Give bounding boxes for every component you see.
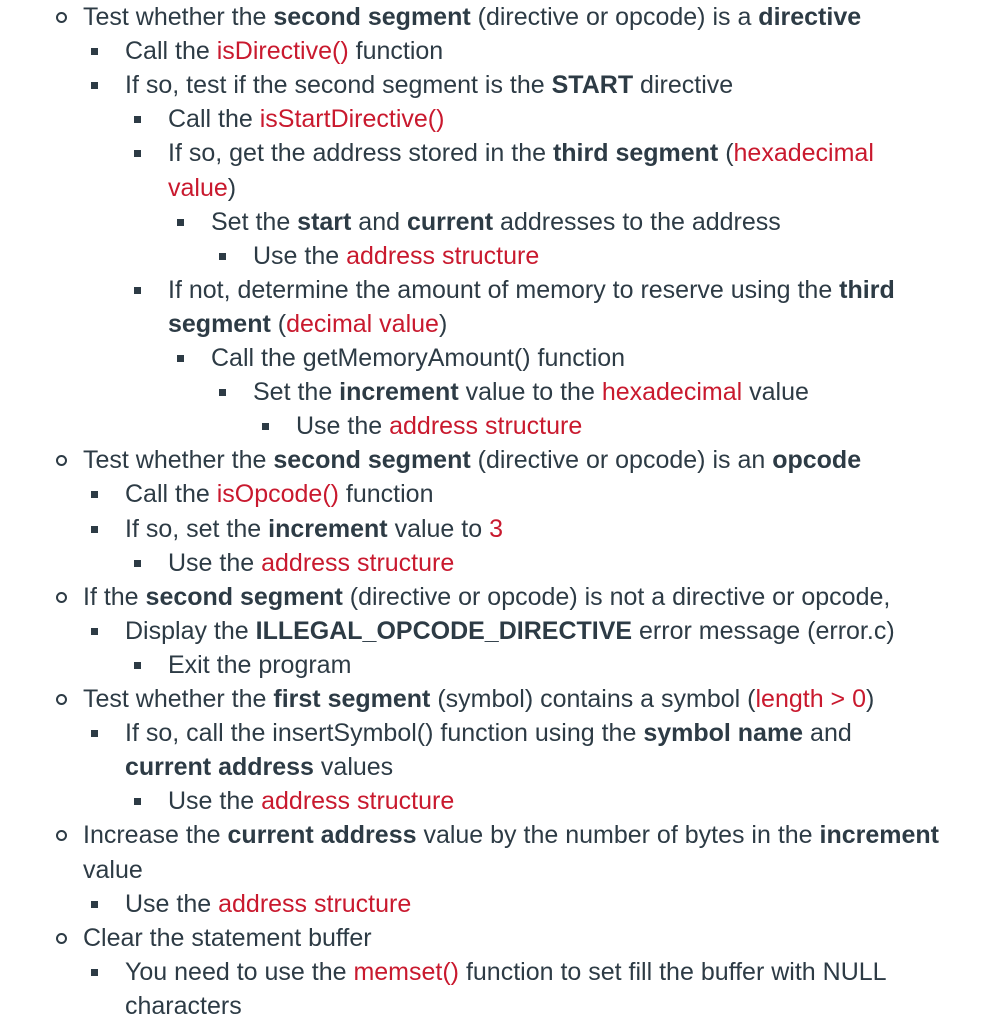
highlighted-text: 3 [489, 514, 503, 543]
bold-text: current address [125, 753, 314, 782]
text-segment: Test whether the [83, 685, 274, 713]
highlighted-text: address structure [261, 548, 455, 577]
text-segment: value to [387, 514, 490, 543]
highlighted-text: address structure [218, 889, 412, 918]
list-item [0, 750, 393, 784]
highlighted-text: isDirective() [216, 37, 349, 66]
square-bullet-icon [177, 219, 184, 226]
square-bullet-icon [91, 628, 98, 635]
list-item-text [168, 307, 447, 341]
highlighted-text: decimal value [286, 309, 439, 338]
list-item [0, 239, 539, 273]
text-segment: Use the [296, 412, 390, 441]
list-item-text [168, 546, 454, 580]
bold-text: first segment [273, 685, 431, 713]
list-item-text [168, 273, 895, 307]
highlighted-text: isOpcode() [216, 480, 339, 509]
bold-text: segment [168, 309, 271, 338]
highlighted-text: hexadecimal [601, 378, 743, 407]
text-segment: Set the [253, 378, 340, 407]
list-item [0, 273, 895, 307]
list-item [0, 682, 874, 716]
square-bullet-icon [91, 730, 98, 737]
list-item [0, 375, 809, 409]
text-segment: Call the [125, 480, 217, 509]
text-segment: Clear the statement buffer [83, 923, 372, 952]
text-segment: If the [83, 582, 146, 611]
text-segment: If so, test if the second segment is the [125, 71, 552, 100]
highlighted-text: address structure [346, 241, 540, 270]
list-item-text [125, 34, 443, 68]
square-bullet-icon [134, 798, 141, 805]
list-item-text [253, 239, 539, 273]
list-item [0, 205, 781, 239]
list-item-text [83, 580, 890, 614]
text-segment: ) [438, 309, 448, 338]
list-item-text [125, 614, 895, 648]
bold-text: current [406, 207, 494, 236]
list-item-text [83, 818, 939, 852]
text-segment: Call the [125, 37, 217, 66]
text-segment: Test whether the [83, 3, 274, 31]
list-item [0, 989, 242, 1023]
square-bullet-icon [91, 82, 98, 89]
square-bullet-icon [134, 560, 141, 567]
square-bullet-icon [91, 901, 98, 908]
list-item-text [125, 512, 503, 546]
bold-text: ILLEGAL_OPCODE_DIRECTIVE [255, 616, 633, 645]
list-item-text [125, 716, 852, 750]
list-item [0, 477, 434, 511]
list-item-text [168, 784, 454, 818]
list-item [0, 34, 443, 68]
text-segment: If not, determine the amount of memory to reserve using the [168, 275, 840, 304]
highlighted-text: hexadecimal [733, 139, 874, 168]
text-segment: values [313, 753, 394, 782]
text-segment: value by the number of bytes in the [416, 821, 820, 850]
square-bullet-icon [134, 116, 141, 123]
text-segment: value [83, 855, 143, 884]
text-segment: If so, call the insertSymbol() function using the [125, 719, 644, 748]
square-bullet-icon [91, 969, 98, 976]
text-segment: Display the [125, 616, 256, 645]
bold-text: second segment [273, 3, 471, 31]
text-segment: You need to use the [125, 957, 354, 986]
list-item [0, 853, 143, 887]
text-segment: (directive or opcode) is not a directive or opcode, [342, 582, 891, 611]
square-bullet-icon [91, 48, 98, 55]
text-segment: function [338, 480, 434, 509]
list-item-text [296, 409, 582, 443]
square-bullet-icon [262, 423, 269, 430]
list-item [0, 512, 503, 546]
bold-text: current address [227, 821, 417, 850]
bold-text: directive [758, 3, 862, 31]
text-segment: Call the getMemoryAmount() function [211, 344, 626, 372]
text-segment: error message (error.c) [632, 616, 895, 645]
text-segment: ( [718, 139, 734, 168]
circle-bullet-icon [56, 12, 67, 23]
highlighted-text: isStartDirective() [259, 105, 445, 134]
text-segment: Test whether the [83, 446, 274, 475]
text-segment: Use the [253, 241, 347, 270]
bold-text: third segment [552, 139, 719, 168]
highlighted-text: length > 0 [755, 685, 866, 713]
text-segment: If so, get the address stored in the [168, 139, 553, 168]
list-item-text [83, 921, 372, 955]
circle-bullet-icon [56, 933, 67, 944]
circle-bullet-icon [56, 592, 67, 603]
text-segment: Use the [125, 889, 219, 918]
highlighted-text: value [168, 173, 228, 202]
text-segment: value [742, 378, 809, 407]
bold-text: START [551, 71, 634, 100]
text-segment: ) [866, 685, 875, 713]
list-item-text [83, 853, 143, 887]
list-item-text [168, 171, 236, 205]
circle-bullet-icon [56, 830, 67, 841]
list-item [0, 546, 454, 580]
square-bullet-icon [91, 526, 98, 533]
list-item-text [168, 648, 351, 682]
list-item [0, 818, 939, 852]
list-item [0, 716, 852, 750]
text-segment: function [348, 37, 444, 66]
list-item [0, 921, 372, 955]
highlighted-text: address structure [261, 787, 455, 816]
bold-text: increment [339, 378, 459, 407]
square-bullet-icon [134, 150, 141, 157]
list-item-text [125, 477, 434, 511]
square-bullet-icon [219, 389, 226, 396]
bold-text: increment [268, 514, 388, 543]
square-bullet-icon [177, 355, 184, 362]
list-item-text [168, 136, 874, 170]
text-segment: Exit the program [168, 650, 352, 679]
list-item-text [253, 375, 809, 409]
circle-bullet-icon [56, 455, 67, 466]
text-segment: Call the [168, 105, 260, 134]
list-item-text [168, 102, 444, 136]
list-item [0, 307, 447, 341]
list-item [0, 580, 890, 614]
text-segment: ( [270, 309, 287, 338]
list-item [0, 102, 444, 136]
square-bullet-icon [134, 662, 141, 669]
text-segment: (directive or opcode) is an [470, 446, 773, 475]
list-item-text [125, 750, 393, 784]
list-item-text [83, 682, 874, 716]
list-item [0, 887, 411, 921]
square-bullet-icon [91, 491, 98, 498]
list-item-text [211, 205, 781, 239]
bold-text: third [839, 275, 895, 304]
text-segment: directive [633, 71, 734, 100]
text-segment: (directive or opcode) is a [470, 3, 759, 31]
text-segment: characters [125, 991, 242, 1020]
circle-bullet-icon [56, 694, 67, 705]
text-segment: Use the [168, 548, 262, 577]
square-bullet-icon [134, 287, 141, 294]
text-segment: and [803, 719, 852, 748]
list-item-text [211, 341, 625, 375]
list-item [0, 409, 582, 443]
list-item [0, 136, 874, 170]
list-item [0, 784, 454, 818]
list-item [0, 0, 861, 34]
list-item-text [125, 989, 242, 1023]
text-segment: and [351, 207, 407, 236]
list-item [0, 68, 733, 102]
text-segment: value to the [458, 378, 602, 407]
list-item-text [83, 443, 861, 477]
bold-text: second segment [273, 446, 471, 475]
list-item [0, 614, 895, 648]
text-segment: If so, set the [125, 514, 269, 543]
bold-text: second segment [145, 582, 343, 611]
list-item [0, 648, 351, 682]
square-bullet-icon [219, 253, 226, 260]
list-item-text [125, 887, 411, 921]
list-item [0, 955, 887, 989]
list-item-text [125, 955, 887, 989]
bold-text: symbol name [643, 719, 804, 748]
list-item-text [125, 68, 733, 102]
text-segment: addresses to the address [493, 207, 781, 236]
list-item [0, 341, 625, 375]
text-segment: Increase the [83, 821, 228, 850]
bold-text: start [297, 207, 352, 236]
list-item-text [83, 0, 861, 34]
text-segment: (symbol) contains a symbol ( [430, 685, 756, 713]
highlighted-text: memset() [353, 957, 460, 986]
highlighted-text: address structure [389, 412, 583, 441]
text-segment: function to set fill the buffer with NULL [459, 957, 887, 986]
text-segment: Use the [168, 787, 262, 816]
bold-text: increment [819, 821, 939, 850]
text-segment: ) [227, 173, 237, 202]
list-item [0, 443, 861, 477]
text-segment: Set the [211, 207, 298, 236]
bold-text: opcode [772, 446, 862, 475]
list-item [0, 171, 236, 205]
